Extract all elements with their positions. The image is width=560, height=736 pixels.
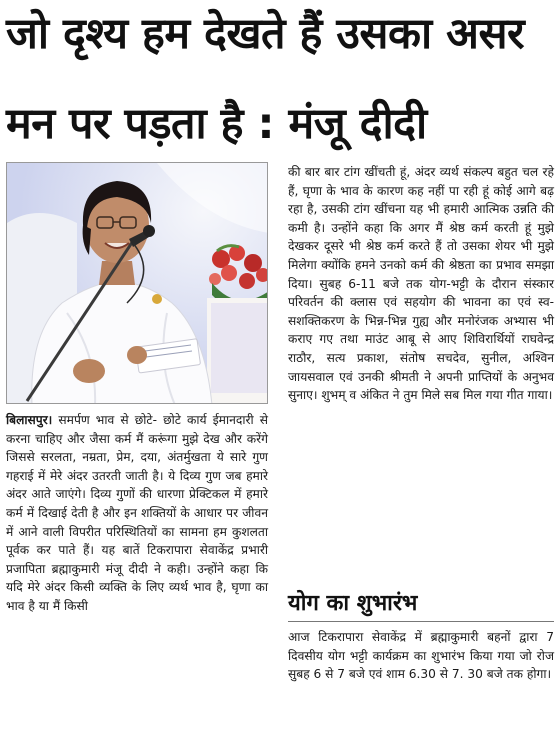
article-sub-body: आज टिकरापारा सेवाकेंद्र में ब्रह्माकुमारी बहनों द्वारा 7 दिवसीय योग भट्टी कार्यक्रम का शुभारंभ किया गया जो रोज सुबह 6 से 7 बजे एवं शाम 6.30 से 7. 30 बजे तक होगा। (288, 630, 554, 682)
speaker-illustration (7, 163, 268, 404)
article-column-left (6, 411, 268, 616)
article-subsection (288, 628, 554, 684)
headline-line-1: जो दृश्य हम देखते हैं उसका असर (6, 9, 525, 59)
article-body-left: समर्पण भाव से छोटे- छोटे कार्य ईमानदारी से करना चाहिए और जैसा कर्म मैं करूंगा मुझे देख और करेंगे जिससे सरलता, नम्रता, प्रेम, दया, अंतर्मुखता ये सारे गुण गहराई में मेरे अंदर उतरती जाती है। ये दिव्य गुण जब हमारे अंदर आते जाएंगे। दिव्य गुणों की धारणा प्रेक्टिकल में हमारे कर्म में दिखाई देती है और इन शक्तियों के आधार पर जीवन में आने वाली विपरीत परिस्थितियों का सामना हम कुशलता पूर्वक कर पाते हैं। यह बातें टिकरापारा सेवाकेंद्र प्रभारी प्रजापिता ब्रह्माकुमारी मंजू दीदी ने कही। उन्होंने कहा कि यदि मेरे अंदर किसी व्यक्ति के लिए व्यर्थ भाव है, घृणा का भाव है या मैं किसी (6, 413, 268, 613)
headline-line-2: मन पर पड़ता है : मंजू दीदी (6, 99, 427, 149)
article-column-right (288, 163, 554, 405)
article-body-right: की बार बार टांग खींचती हूं, अंदर व्यर्थ संकल्प बहुत चल रहे हैं, घृणा के भाव के कारण कह नहीं पा रही हूं कोई आगे बढ़ रहा है, उसकी टांग खींचना यह भी हमारी आत्मिक उन्नति की कमी है। उन्होंने कहा कि अगर मैं श्रेष्ठ कर्म करती हूं मुझे देखकर दूसरे भी श्रेष्ठ कर्म करते हैं तो उसका शेयर भी मुझे मिलेगा क्योंकि हमने उनको कर्म की श्रेष्ठता का प्रभाव समझा दिया। सुबह 6-11 बजे तक योग-भट्टी के दौरान संस्कार परिवर्तन की क्लास एवं सहयोग की भावना का एवं स्व-सशक्तिकरण के भिन्न-भिन्न गुह्य और मनोरंजक अभ्यास भी कराए गए तथा माउंट आबू से आए शिविरार्थियों राघवेन्द्र राठौर, सत्य प्रकाश, संतोष सचदेव, सुनील, अश्विन जायसवाल एवं उनकी श्रीमती ने अपनी प्राप्तियों के अनुभव सुनाए। शुभम् व अंकित ने तुम मिले सब मिल गया गीत गाया। (288, 165, 554, 403)
dateline: बिलासपुर। (6, 413, 53, 427)
speaker-photo (6, 162, 268, 404)
subhead: योग का शुभारंभ (288, 588, 554, 622)
